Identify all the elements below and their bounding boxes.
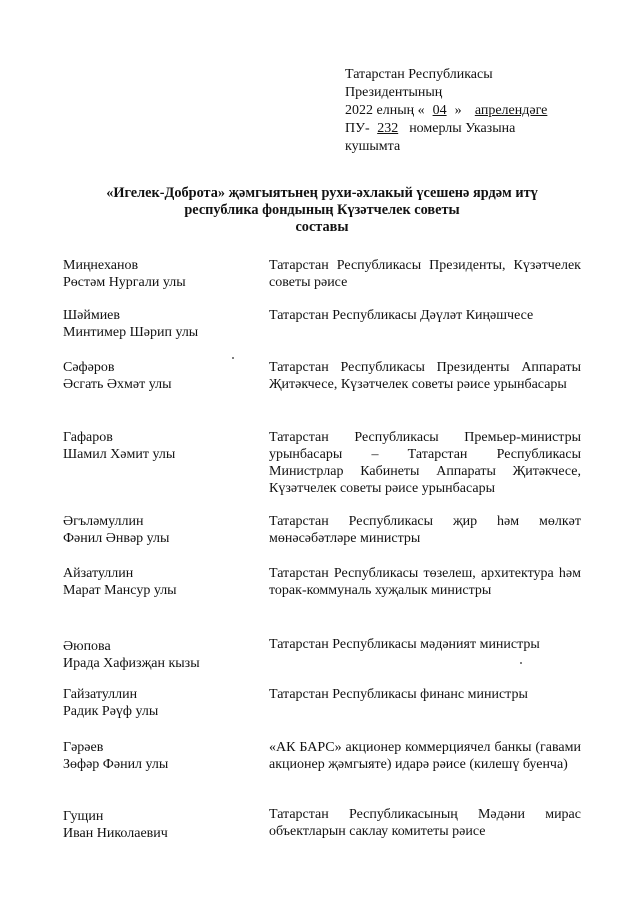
header-line-republic: Татарстан Республикасы xyxy=(345,67,493,82)
title-line-3: составы xyxy=(295,219,349,235)
member-given-name: Зөфәр Фәнил улы xyxy=(63,757,169,772)
scan-speck xyxy=(232,357,234,359)
member-given-name: Марат Мансур улы xyxy=(63,583,177,598)
member-name xyxy=(63,359,253,393)
member-name xyxy=(63,307,253,341)
member-given-name: Фәнил Әнвәр улы xyxy=(63,531,170,546)
date-day: 04 xyxy=(432,103,447,118)
member-surname: Гущин xyxy=(63,809,104,824)
member-name xyxy=(63,808,253,842)
member-position: Татарстан Республикасының Мәдәни мирас объектларын саклау комитеты рәисе xyxy=(269,807,581,839)
decree-prefix: ПУ- xyxy=(345,121,370,136)
member-given-name: Радик Рәүф улы xyxy=(63,704,159,719)
member-surname: Гәрәев xyxy=(63,740,104,755)
member-given-name: Рөстәм Нургали улы xyxy=(63,275,186,290)
member-name xyxy=(63,257,253,291)
member-surname: Миңнеханов xyxy=(63,258,139,273)
member-position: Татарстан Республикасы финанс министры xyxy=(269,687,528,702)
scan-speck xyxy=(520,662,522,664)
member-surname: Шәймиев xyxy=(63,308,121,323)
member-given-name: Минтимер Шәрип улы xyxy=(63,325,199,340)
header-line-appendix: кушымта xyxy=(345,139,401,154)
document-title xyxy=(60,185,584,236)
member-given-name: Ирада Хафизҗан кызы xyxy=(63,656,200,671)
decree-number: 232 xyxy=(377,121,399,136)
member-name xyxy=(63,638,253,672)
member-name xyxy=(63,686,253,720)
member-position: Татарстан Республикасы төзелеш, архитектура һәм торак-коммуналь хуҗалык министры xyxy=(269,566,581,598)
member-position: Татарстан Республикасы Президенты Аппараты Җитәкчесе, Күзәтчелек советы рәисе урынбасары xyxy=(269,360,581,392)
member-name xyxy=(63,565,253,599)
member-name xyxy=(63,739,253,773)
member-position: Татарстан Республикасы мәдәният министры xyxy=(269,637,540,652)
member-surname: Айзатуллин xyxy=(63,566,134,581)
member-position: Татарстан Республикасы җир һәм мөлкәт мөнәсәбәтләре министры xyxy=(269,514,581,546)
title-line-2: республика фондының Күзәтчелек советы xyxy=(184,202,460,218)
member-position: Татарстан Республикасы Дәүләт Киңәшчесе xyxy=(269,308,534,323)
title-line-1: «Игелек-Доброта» җәмгыятьнең рухи-әхлакый үсешенә ярдәм итү xyxy=(106,185,538,201)
header-decree-line xyxy=(345,120,615,138)
member-surname: Сәфәров xyxy=(63,360,115,375)
member-surname: Әгъләмуллин xyxy=(63,514,144,529)
date-quote-close: » xyxy=(454,103,462,118)
member-position: «АК БАРС» акционер коммерциячел банкы (гавами акционер җәмгыяте) идарә рәисе (килешү буенча) xyxy=(269,740,581,772)
date-month: апрелендәге xyxy=(474,103,548,118)
member-given-name: Шамил Хәмит улы xyxy=(63,447,176,462)
member-position: Татарстан Республикасы Премьер-министры урынбасары – Татарстан Республикасы Министрлар Кабинеты Аппараты Җитәкчесе, Күзәтчелек советы рәисе урынбасары xyxy=(269,430,581,496)
member-given-name: Иван Николаевич xyxy=(63,826,168,841)
member-surname: Әюпова xyxy=(63,639,111,654)
date-prefix: 2022 елның « xyxy=(345,103,425,118)
member-given-name: Әсгать Әхмәт улы xyxy=(63,377,172,392)
member-name xyxy=(63,429,253,463)
member-surname: Гафаров xyxy=(63,430,113,445)
member-surname: Гайзатуллин xyxy=(63,687,138,702)
appendix-header xyxy=(345,66,615,156)
decree-suffix: номерлы Указына xyxy=(409,121,516,136)
header-date-line xyxy=(345,102,615,120)
member-position: Татарстан Республикасы Президенты, Күзәтчелек советы рәисе xyxy=(269,258,581,290)
member-name xyxy=(63,513,253,547)
header-line-president: Президентының xyxy=(345,85,443,100)
